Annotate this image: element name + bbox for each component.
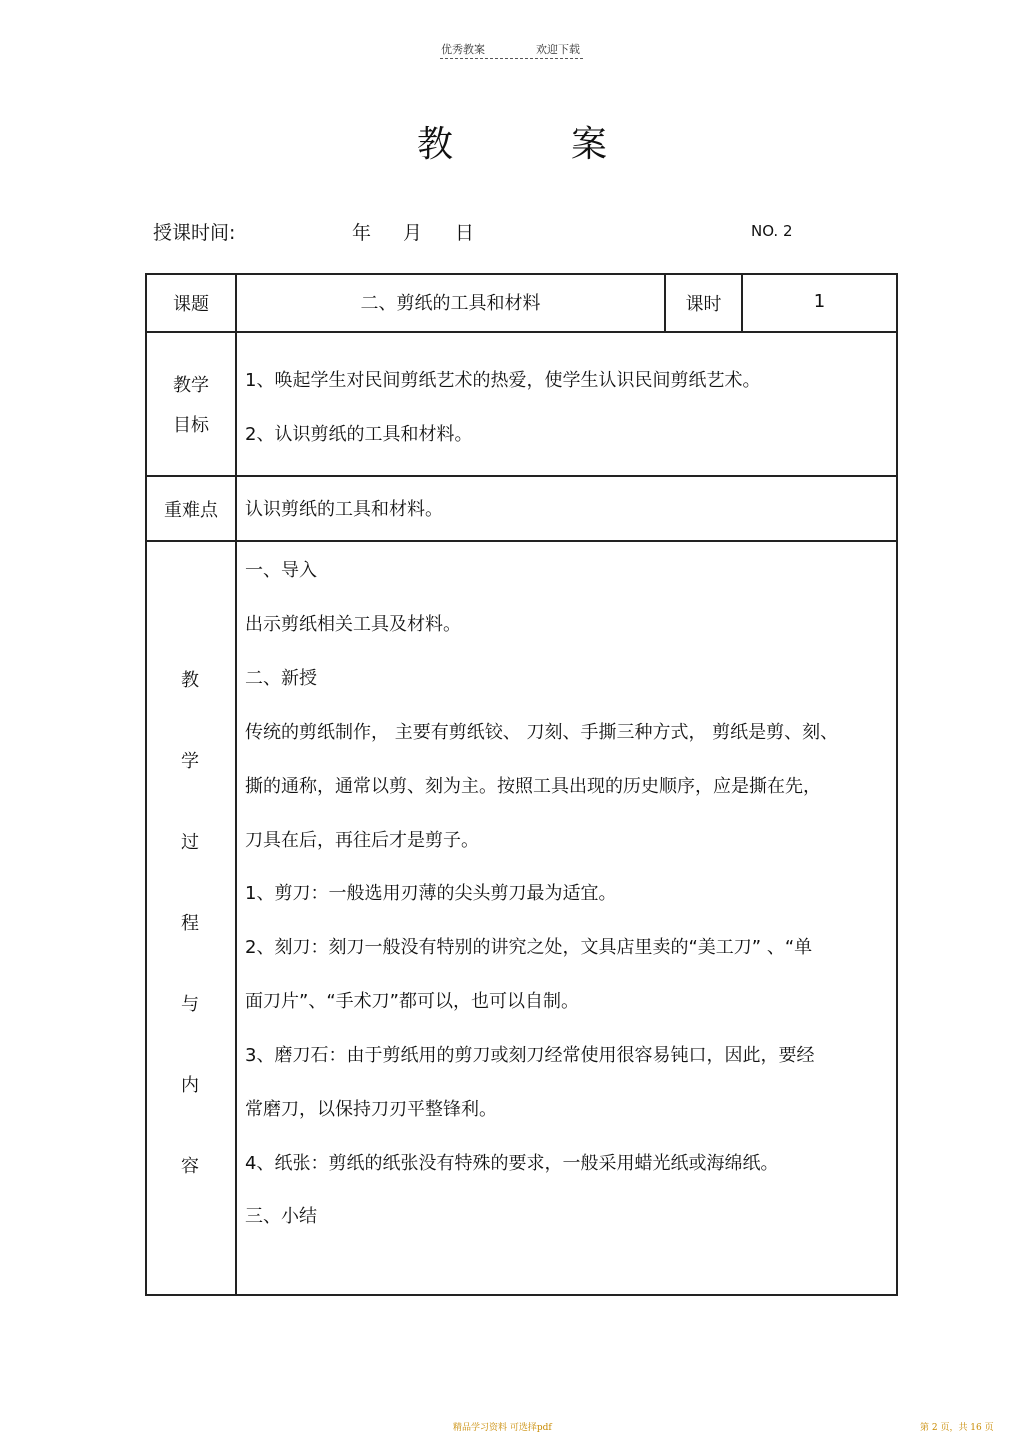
goal-label-line1: 教学 (173, 375, 209, 396)
table-border-bottom (145, 1294, 898, 1296)
process-line: 三、小结 (245, 1206, 317, 1227)
key-points-value: 认识剪纸的工具和材料。 (245, 499, 443, 520)
process-line: 二、新授 (245, 668, 317, 689)
hours-label: 课时 (685, 294, 722, 315)
page-title-char-1: 教 (417, 124, 454, 165)
process-line: 一、导入 (245, 560, 317, 581)
process-label-char: 学 (181, 751, 199, 772)
lesson-number: NO. 2 (751, 222, 793, 240)
process-line: 撕的通称，通常以剪、刻为主。按照工具出现的历史顺序，应是撕在先， (245, 776, 821, 797)
goal-item-1: 1、唤起学生对民间剪纸艺术的热爱，使学生认识民间剪纸艺术。 (245, 370, 761, 391)
process-line: 常磨刀，以保持刀刃平整锋利。 (245, 1099, 497, 1120)
process-label-char: 与 (181, 994, 199, 1015)
table-row-divider-2 (145, 475, 898, 477)
header-left-text: 优秀教案 (441, 43, 485, 56)
footer-left-text: 精品学习资料 可选择pdf (453, 1423, 552, 1433)
page-title-char-2: 案 (571, 124, 608, 165)
table-label-divider (235, 273, 237, 1296)
process-line: 2、刻刀：刻刀一般没有特别的讲究之处，文具店里卖的“美工刀” 、“单 (245, 937, 813, 958)
month-label: 月 (403, 222, 423, 244)
table-border-right (896, 273, 898, 1296)
hours-value: 1 (813, 291, 826, 312)
process-label-char: 过 (181, 832, 199, 853)
topic-value: 二、剪纸的工具和材料 (360, 293, 541, 314)
class-time-label: 授课时间: (153, 222, 236, 244)
process-line: 4、纸张：剪纸的纸张没有特殊的要求，一般采用蜡光纸或海绵纸。 (245, 1153, 779, 1174)
process-label-char: 内 (181, 1075, 199, 1096)
page-number: 第 2 页，共 16 页 (920, 1423, 994, 1433)
process-line: 1、剪刀：一般选用刃薄的尖头剪刀最为适宜。 (245, 883, 617, 904)
process-line: 传统的剪纸制作， 主要有剪纸铰、 刀刻、手撕三种方式， 剪纸是剪、刻、 (245, 722, 839, 743)
process-line: 刀具在后，再往后才是剪子。 (245, 830, 479, 851)
key-points-label: 重难点 (164, 500, 218, 521)
table-row-divider-3 (145, 540, 898, 542)
process-line: 3、磨刀石：由于剪纸用的剪刀或刻刀经常使用很容易钝口，因此，要经 (245, 1045, 815, 1066)
day-label: 日 (455, 222, 475, 244)
process-line: 面刀片”、“手术刀”都可以，也可以自制。 (245, 991, 579, 1012)
goal-label-line2: 目标 (173, 415, 209, 436)
process-label-char: 程 (181, 913, 199, 934)
header-divider (440, 58, 583, 59)
topic-label: 课题 (173, 294, 209, 315)
header-right-text: 欢迎下载 (536, 43, 580, 56)
table-border-top (145, 273, 898, 275)
process-label-char: 容 (181, 1156, 199, 1177)
year-label: 年 (352, 222, 372, 244)
process-label-char: 教 (181, 670, 199, 691)
table-row-divider-1 (145, 331, 898, 333)
process-line: 出示剪纸相关工具及材料。 (245, 614, 461, 635)
goal-item-2: 2、认识剪纸的工具和材料。 (245, 424, 473, 445)
